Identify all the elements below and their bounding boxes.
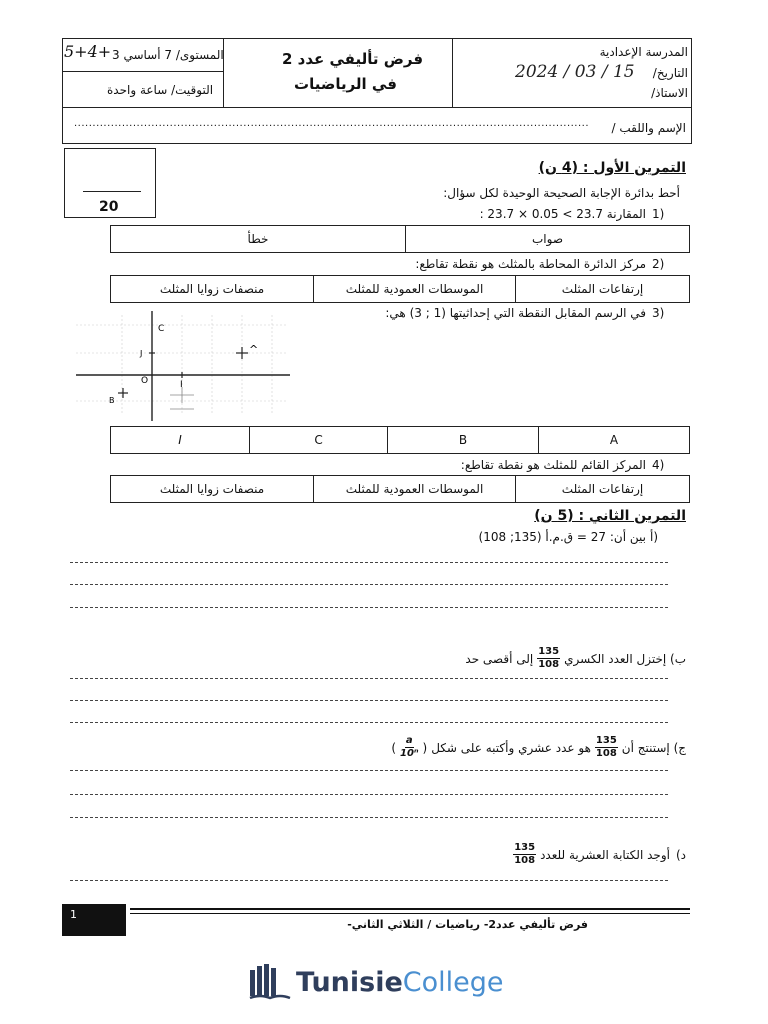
q3-number: 3) — [652, 306, 665, 320]
ex2-d-label: د) — [675, 847, 686, 862]
ex2-c-text2: هو عدد عشري وأكتبه على شكل — [431, 740, 591, 755]
q4-option-angle-bisectors[interactable]: منصفات زوايا المثلث — [159, 482, 265, 496]
q3-option-i[interactable]: I — [178, 433, 182, 447]
level-handwritten: 5+4+ — [64, 42, 112, 61]
tunisiecollege-logo — [248, 960, 504, 1004]
score-box — [64, 148, 156, 218]
q3-option-c[interactable]: C — [249, 427, 387, 453]
q1-option-true[interactable]: صواب — [405, 226, 689, 252]
graph-label-c: C — [158, 324, 165, 334]
ex2-d-fraction: $\frac{135}{108}$ — [514, 842, 536, 866]
footer-rule — [130, 908, 690, 910]
q3-options-table — [110, 426, 690, 454]
q4-number: 4) — [652, 458, 665, 472]
date-label: التاريخ/ — [652, 66, 688, 80]
ex2-d-text: أوجد الكتابة العشرية للعدد — [540, 847, 670, 862]
q4-option-altitudes[interactable]: إرتفاعات المثلث — [515, 476, 689, 502]
page-number-box — [62, 904, 126, 936]
q1-text: المقارنة 23.7 > 0.05 × 23.7 : — [479, 207, 646, 221]
ex2-c-fraction: $\frac{135}{108}$ — [595, 735, 617, 759]
ex2-c-line: ج) إستنتج أن $\frac{135}{108}$ هو عدد عشري وأكتبه على شكل ( $\frac{a}{\text{10ⁿ}}$ ) — [391, 735, 686, 759]
graph-label-a: ^ — [249, 343, 259, 356]
ex2-b-text: ب) إختزل العدد الكسري — [564, 651, 686, 666]
score-total: 20 — [99, 199, 119, 215]
q2-option-angle-bisectors[interactable]: منصفات زوايا المثلث — [159, 282, 265, 296]
ex2-b-line — [465, 646, 686, 671]
graph-label-j: J — [140, 349, 143, 358]
ex2-a-text: بين أن: 27 = ق.م.أ (135; 108) — [478, 530, 646, 544]
logo-text-college: College — [402, 966, 504, 998]
q4-option-bisectors-perp[interactable]: الموسطات العمودية للمثلث — [313, 476, 515, 502]
q1-option-false[interactable]: خطأ — [247, 232, 269, 246]
q3-option-a[interactable]: A — [538, 427, 689, 453]
ex2-b-fraction: $\frac{135}{108}$ — [538, 646, 560, 670]
ex1-instruction: أحط بدائرة الإجابة الصحيحة الوحيدة لكل سؤال: — [443, 186, 680, 200]
graph-label-i: I — [180, 380, 183, 390]
ex2-c-text: ج) إستنتج أن — [621, 740, 686, 755]
ex2-c-form-fraction: $\frac{a}{\text{10ⁿ}}$ — [400, 735, 419, 759]
q1-options-table — [110, 225, 690, 253]
book-icon — [248, 962, 292, 1002]
q2-options-table — [110, 275, 690, 303]
q4-text: المركز القائم للمثلث هو نقطة تقاطع: — [460, 458, 646, 472]
footer-rule-thin — [130, 913, 690, 914]
teacher-label: الاستاذ/ — [651, 86, 688, 100]
ex2-a-label: أ) — [650, 530, 659, 544]
date-value: 2024 / 03 / 15 — [515, 62, 635, 82]
exam-subject: في الرياضيات — [294, 75, 397, 93]
school-name: المدرسة الإعدادية — [599, 45, 688, 59]
ex2-d-line — [509, 842, 686, 867]
graph-label-o: O — [141, 376, 149, 386]
q4-options-table — [110, 475, 690, 503]
timing-label: التوقيت/ ساعة واحدة — [107, 83, 214, 97]
coordinate-graph — [72, 305, 302, 423]
logo-text-tunisie: Tunisie — [296, 966, 403, 998]
q2-option-altitudes[interactable]: إرتفاعات المثلث — [515, 276, 689, 302]
name-label: الإسم واللقب / — [611, 121, 686, 135]
q2-text: مركز الدائرة المحاطة بالمثلث هو نقطة تقاطع: — [415, 257, 646, 271]
graph-label-b: B — [109, 396, 115, 405]
ex1-title: التمرين الأول : (4 ن) — [538, 160, 686, 176]
q3-text: في الرسم المقابل النقطة التي إحداثيتها (1 ; 3) هي: — [385, 306, 646, 320]
page-number: 1 — [70, 908, 77, 921]
q2-number: 2) — [652, 257, 665, 271]
q3-option-b[interactable]: B — [387, 427, 538, 453]
ex2-title: التمرين الثاني : (5 ن) — [534, 508, 686, 524]
level-label: المستوى/ 7 أساسي 3 — [112, 48, 224, 62]
ex2-b-text2: إلى أقصى حد — [465, 651, 534, 666]
exam-title: فرض تأليفي عدد 2 — [282, 50, 424, 68]
q1-number: 1) — [652, 207, 665, 221]
q2-option-bisectors-perp[interactable]: الموسطات العمودية للمثلث — [313, 276, 515, 302]
name-dots: ............................................................................................................................................ — [74, 118, 590, 129]
footer-text: فرض تأليفي عدد2- رياضيات / الثلاثي الثاني- — [347, 918, 588, 931]
